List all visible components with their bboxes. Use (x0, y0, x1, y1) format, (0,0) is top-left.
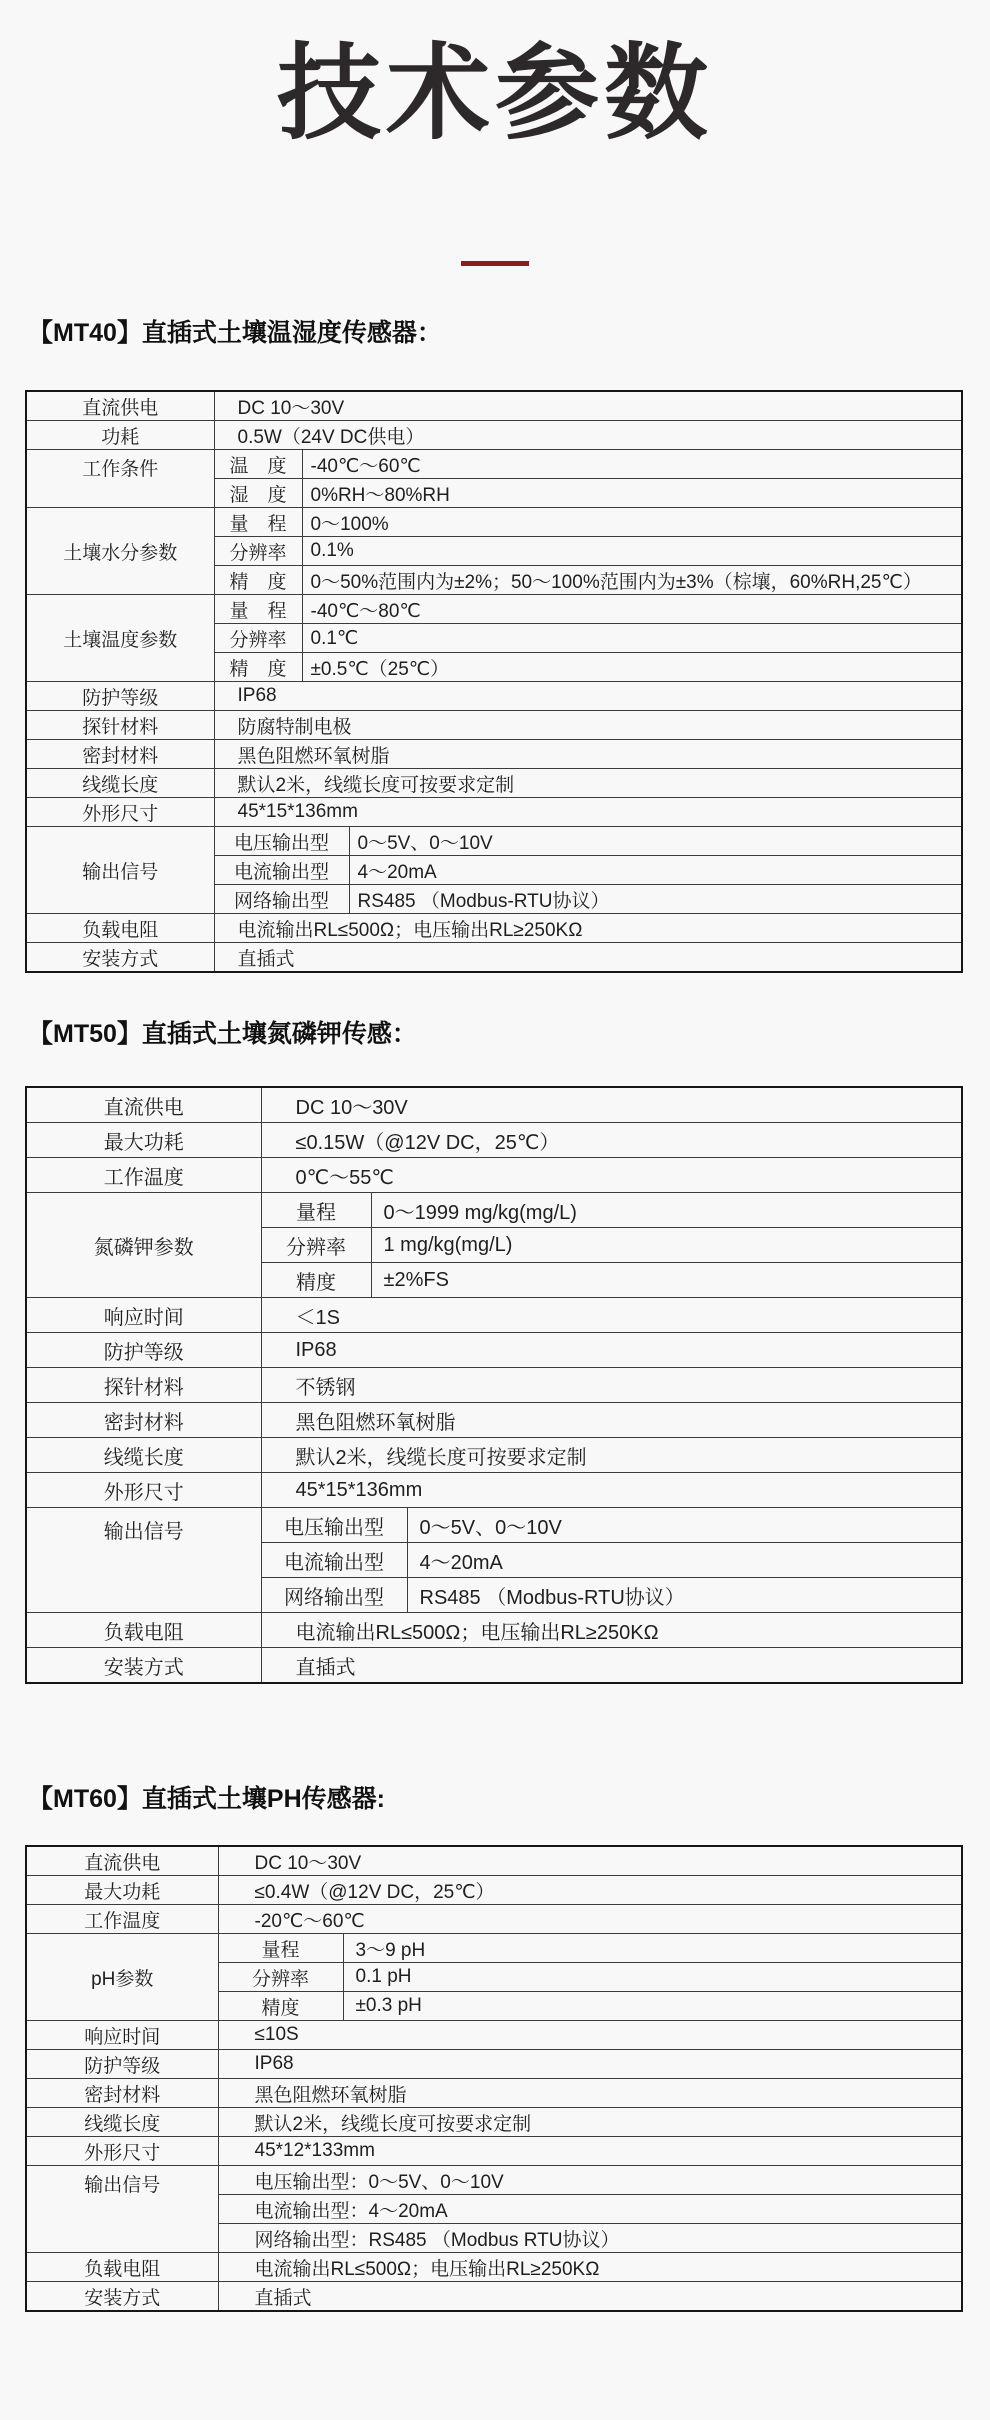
table-row (26, 1648, 962, 1684)
row-value: 默认2米，线缆长度可按要求定制 (261, 1438, 962, 1473)
row-value: 直插式 (214, 943, 962, 973)
row-sublabel: 量程 (218, 1934, 343, 1963)
row-label: 外形尺寸 (26, 798, 214, 827)
row-label: 安装方式 (26, 2282, 218, 2312)
row-value: IP68 (261, 1333, 962, 1368)
row-sublabel: 电流输出型 (261, 1543, 407, 1578)
row-label: 密封材料 (26, 1403, 261, 1438)
row-sublabel: 分辨率 (214, 624, 302, 653)
row-label: 响应时间 (26, 1298, 261, 1333)
table-row (26, 1087, 962, 1123)
row-label: 密封材料 (26, 2079, 218, 2108)
spec-table-mt40 (25, 390, 963, 973)
row-value: ±0.5℃（25℃） (302, 653, 962, 682)
table-row (26, 2282, 962, 2312)
section-mt40 (0, 316, 990, 973)
row-label: 工作条件 (26, 450, 214, 508)
row-label: 外形尺寸 (26, 1473, 261, 1508)
table-row (26, 827, 962, 856)
row-label: 直流供电 (26, 1087, 261, 1123)
table-row (26, 421, 962, 450)
table-row (26, 595, 962, 624)
row-label: 工作温度 (26, 1158, 261, 1193)
row-value: 1 mg/kg(mg/L) (371, 1228, 962, 1263)
spec-table-mt60 (25, 1845, 963, 2312)
table-row (26, 2021, 962, 2050)
row-value: 45*12*133mm (218, 2137, 962, 2166)
row-label: pH参数 (26, 1934, 218, 2021)
spec-table-mt50 (25, 1086, 963, 1684)
row-value: 45*15*136mm (214, 798, 962, 827)
table-row (26, 2253, 962, 2282)
row-value: ±0.3 pH (343, 1992, 962, 2021)
table-row (26, 1934, 962, 1963)
row-label: 直流供电 (26, 1846, 218, 1876)
row-value: 4～20mA (407, 1543, 962, 1578)
table-row (26, 1193, 962, 1228)
row-value: -40℃～60℃ (302, 450, 962, 479)
row-value: 0.1℃ (302, 624, 962, 653)
row-label: 氮磷钾参数 (26, 1193, 261, 1298)
row-label: 负载电阻 (26, 1613, 261, 1648)
row-value: -40℃～80℃ (302, 595, 962, 624)
row-value: IP68 (218, 2050, 962, 2079)
table-row (26, 769, 962, 798)
row-value: 网络输出型：RS485 （Modbus RTU协议） (218, 2224, 962, 2253)
row-label: 密封材料 (26, 740, 214, 769)
section-heading-mt50: 【MT50】直插式土壤氮磷钾传感： (28, 1020, 417, 1049)
row-value: ＜1S (261, 1298, 962, 1333)
row-sublabel: 分辨率 (261, 1228, 371, 1263)
row-value: 3～9 pH (343, 1934, 962, 1963)
table-row (26, 914, 962, 943)
row-label: 输出信号 (26, 2166, 218, 2253)
row-value: 0～50%范围内为±2%；50～100%范围内为±3%（棕壤，60%RH,25℃） (302, 566, 962, 595)
table-row (26, 1298, 962, 1333)
table-row (26, 391, 962, 421)
table-row (26, 1508, 962, 1543)
row-sublabel: 分辨率 (214, 537, 302, 566)
row-value: 0.1 pH (343, 1963, 962, 1992)
table-row (26, 1846, 962, 1876)
table-row (26, 711, 962, 740)
row-label: 负载电阻 (26, 914, 214, 943)
row-label: 外形尺寸 (26, 2137, 218, 2166)
row-value: 0～1999 mg/kg(mg/L) (371, 1193, 962, 1228)
table-row (26, 450, 962, 479)
row-value: 黑色阻燃环氧树脂 (218, 2079, 962, 2108)
row-label: 探针材料 (26, 711, 214, 740)
table-row (26, 682, 962, 711)
row-label: 线缆长度 (26, 2108, 218, 2137)
row-value: 默认2米，线缆长度可按要求定制 (214, 769, 962, 798)
table-row (26, 1333, 962, 1368)
row-value: ≤0.4W（@12V DC，25℃） (218, 1876, 962, 1905)
row-value: 0.1% (302, 537, 962, 566)
row-value: 0～5V、0～10V (349, 827, 962, 856)
row-value: RS485 （Modbus-RTU协议） (349, 885, 962, 914)
row-value: 黑色阻燃环氧树脂 (214, 740, 962, 769)
row-sublabel: 电压输出型 (261, 1508, 407, 1543)
row-value: DC 10～30V (261, 1087, 962, 1123)
row-sublabel: 量程 (261, 1193, 371, 1228)
page-title: 技术参数 (276, 36, 713, 152)
row-sublabel: 精度 (218, 1992, 343, 2021)
table-row (26, 1368, 962, 1403)
table-row (26, 1473, 962, 1508)
row-value: 默认2米，线缆长度可按要求定制 (218, 2108, 962, 2137)
row-value: IP68 (214, 682, 962, 711)
row-sublabel: 精 度 (214, 653, 302, 682)
row-value: 防腐特制电极 (214, 711, 962, 740)
spec-sheet (0, 36, 990, 2312)
table-row (26, 798, 962, 827)
row-label: 线缆长度 (26, 1438, 261, 1473)
row-value: ±2%FS (371, 1263, 962, 1298)
row-label: 响应时间 (26, 2021, 218, 2050)
row-value: 电流输出型：4～20mA (218, 2195, 962, 2224)
table-row (26, 1403, 962, 1438)
row-sublabel: 精 度 (214, 566, 302, 595)
table-row (26, 508, 962, 537)
row-label: 防护等级 (26, 682, 214, 711)
row-value: DC 10～30V (218, 1846, 962, 1876)
row-label: 防护等级 (26, 1333, 261, 1368)
table-row (26, 2137, 962, 2166)
row-label: 输出信号 (26, 1508, 261, 1613)
row-value: -20℃～60℃ (218, 1905, 962, 1934)
table-row (26, 740, 962, 769)
section-heading-mt60: 【MT60】直插式土壤PH传感器: (28, 1785, 385, 1814)
row-value: 4～20mA (349, 856, 962, 885)
row-value: 电流输出RL≤500Ω；电压输出RL≥250KΩ (218, 2253, 962, 2282)
row-value: 0.5W（24V DC供电） (214, 421, 962, 450)
row-value: 0～5V、0～10V (407, 1508, 962, 1543)
row-label: 工作温度 (26, 1905, 218, 1934)
section-mt50 (0, 1017, 990, 1684)
table-row (26, 1438, 962, 1473)
table-row (26, 1876, 962, 1905)
row-label: 防护等级 (26, 2050, 218, 2079)
table-row (26, 1905, 962, 1934)
section-mt60 (0, 1782, 990, 2312)
table-row (26, 1123, 962, 1158)
row-sublabel: 电压输出型 (214, 827, 349, 856)
table-row (26, 1613, 962, 1648)
row-value: 电流输出RL≤500Ω；电压输出RL≥250KΩ (214, 914, 962, 943)
row-value: ≤10S (218, 2021, 962, 2050)
row-label: 探针材料 (26, 1368, 261, 1403)
table-row (26, 2166, 962, 2195)
row-sublabel: 分辨率 (218, 1963, 343, 1992)
row-value: 电流输出RL≤500Ω；电压输出RL≥250KΩ (261, 1613, 962, 1648)
row-sublabel: 网络输出型 (261, 1578, 407, 1613)
row-sublabel: 电流输出型 (214, 856, 349, 885)
table-row (26, 943, 962, 973)
row-value: 直插式 (261, 1648, 962, 1684)
row-value: 电压输出型：0～5V、0～10V (218, 2166, 962, 2195)
row-label: 安装方式 (26, 1648, 261, 1684)
row-sublabel: 湿 度 (214, 479, 302, 508)
row-sublabel: 温 度 (214, 450, 302, 479)
row-sublabel: 量 程 (214, 508, 302, 537)
row-label: 功耗 (26, 421, 214, 450)
row-label: 最大功耗 (26, 1876, 218, 1905)
row-value: 黑色阻燃环氧树脂 (261, 1403, 962, 1438)
row-label: 土壤温度参数 (26, 595, 214, 682)
table-row (26, 1158, 962, 1193)
row-sublabel: 精度 (261, 1263, 371, 1298)
row-value: DC 10～30V (214, 391, 962, 421)
row-sublabel: 量 程 (214, 595, 302, 624)
row-value: RS485 （Modbus-RTU协议） (407, 1578, 962, 1613)
row-value: 0℃～55℃ (261, 1158, 962, 1193)
row-label: 线缆长度 (26, 769, 214, 798)
row-value: 直插式 (218, 2282, 962, 2312)
row-value: ≤0.15W（@12V DC，25℃） (261, 1123, 962, 1158)
row-label: 最大功耗 (26, 1123, 261, 1158)
row-sublabel: 网络输出型 (214, 885, 349, 914)
row-value: 45*15*136mm (261, 1473, 962, 1508)
section-heading-mt40: 【MT40】直插式土壤温湿度传感器： (28, 319, 442, 348)
table-row (26, 2079, 962, 2108)
table-row (26, 2050, 962, 2079)
row-label: 输出信号 (26, 827, 214, 914)
title-underline-dash (461, 261, 529, 266)
row-label: 安装方式 (26, 943, 214, 973)
row-value: 0%RH～80%RH (302, 479, 962, 508)
row-label: 负载电阻 (26, 2253, 218, 2282)
row-value: 不锈钢 (261, 1368, 962, 1403)
row-label: 土壤水分参数 (26, 508, 214, 595)
row-value: 0～100% (302, 508, 962, 537)
table-row (26, 2108, 962, 2137)
row-label: 直流供电 (26, 391, 214, 421)
